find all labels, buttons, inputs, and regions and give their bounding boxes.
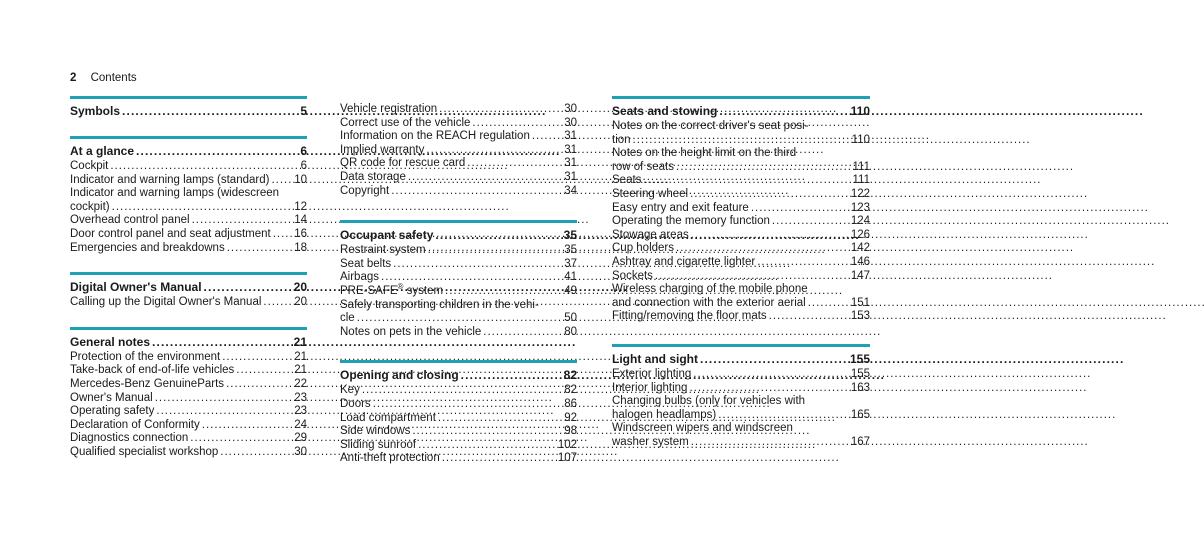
toc-entry[interactable]: Doors . . . 86: [340, 398, 577, 412]
toc-section-seats-stowing: [612, 96, 870, 324]
section-heading[interactable]: Opening and closing . . . 82: [340, 368, 577, 383]
toc-entry[interactable]: Exterior lighting . . . 155: [612, 368, 870, 382]
toc-entry[interactable]: Cockpit . . . 6: [70, 160, 307, 174]
toc-section-general-notes: [70, 327, 307, 460]
toc-column-2: [340, 103, 577, 483]
toc-entry[interactable]: Stowage areas . . . 126: [612, 229, 870, 243]
section-heading[interactable]: General notes . . . 21: [70, 335, 307, 350]
toc-entry[interactable]: Restraint system . . . 35: [340, 244, 577, 258]
page-title: Contents: [90, 72, 137, 84]
toc-entry[interactable]: Overhead control panel . . . 14: [70, 214, 307, 228]
toc-entry[interactable]: Data storage . . . 31: [340, 171, 577, 185]
toc-entry[interactable]: Seats . . . 111: [612, 174, 870, 188]
section-divider: [70, 327, 307, 330]
toc-entry[interactable]: Declaration of Conformity . . . 24: [70, 419, 307, 433]
toc-entry[interactable]: Steering wheel . . . 122: [612, 188, 870, 202]
section-divider: [340, 360, 577, 363]
toc-entry[interactable]: Airbags . . . 41: [340, 271, 577, 285]
toc-entry[interactable]: Load compartment . . . 92: [340, 412, 577, 426]
toc-entry[interactable]: Diagnostics connection . . . 29: [70, 432, 307, 446]
section-divider: [70, 272, 307, 275]
toc-entry[interactable]: Key . . . 82: [340, 384, 577, 398]
toc-column-3: [612, 96, 870, 466]
toc-entry[interactable]: Anti-theft protection . . . 107: [340, 452, 577, 466]
section-heading[interactable]: Symbols . . . 5: [70, 104, 307, 119]
page-header: [70, 72, 137, 84]
toc-entry[interactable]: Side windows . . . 98: [340, 425, 577, 439]
toc-entry[interactable]: Cup holders . . . 142: [612, 242, 870, 256]
toc-entry[interactable]: Sliding sunroof . . . 102: [340, 439, 577, 453]
section-heading[interactable]: Light and sight . . . 155: [612, 352, 870, 367]
section-divider: [612, 344, 870, 347]
page-number: 2: [70, 72, 77, 84]
toc-entry[interactable]: Changing bulbs (only for vehicles with halogen headlamps) . . . 165: [612, 395, 870, 422]
toc-entry[interactable]: Fitting/removing the floor mats . . . 153: [612, 310, 870, 324]
toc-section-general-notes-continued: [340, 103, 577, 198]
toc-entry[interactable]: Windscreen wipers and windscreen washer system . . . 167: [612, 422, 870, 449]
toc-entry[interactable]: Door control panel and seat adjustment . . . 16: [70, 228, 307, 242]
toc-entry[interactable]: Operating safety . . . 23: [70, 405, 307, 419]
toc-entry[interactable]: Easy entry and exit feature . . . 123: [612, 202, 870, 216]
toc-entry[interactable]: Take-back of end-of-life vehicles . . . 21: [70, 364, 307, 378]
toc-entry[interactable]: Calling up the Digital Owner's Manual . . . 20: [70, 296, 307, 310]
toc-entry[interactable]: Emergencies and breakdowns . . . 18: [70, 242, 307, 256]
toc-entry[interactable]: Notes on pets in the vehicle . . . 80: [340, 326, 577, 340]
section-divider: [70, 136, 307, 139]
toc-section-light-sight: [612, 344, 870, 450]
toc-entry[interactable]: Sockets . . . 147: [612, 270, 870, 284]
toc-entry[interactable]: Information on the REACH regulation . . . 31: [340, 130, 577, 144]
toc-entry[interactable]: Indicator and warning lamps (standard) . . . 10: [70, 174, 307, 188]
toc-entry[interactable]: Qualified specialist workshop . . . 30: [70, 446, 307, 460]
toc-entry[interactable]: Vehicle registration . . . 30: [340, 103, 577, 117]
toc-section-digital-manual: [70, 272, 307, 310]
toc-entry[interactable]: Interior lighting . . . 163: [612, 382, 870, 396]
toc-entry[interactable]: Wireless charging of the mobile phone and connection with the exterior aerial . . . 151: [612, 283, 870, 310]
section-divider: [340, 220, 577, 223]
toc-entry[interactable]: QR code for rescue card . . . 31: [340, 157, 577, 171]
toc-entry[interactable]: Safely transporting children in the vehi- cle . . . 50: [340, 299, 577, 326]
toc-entry[interactable]: Owner's Manual . . . 23: [70, 392, 307, 406]
toc-entry[interactable]: Mercedes-Benz GenuineParts . . . 22: [70, 378, 307, 392]
section-divider: [70, 96, 307, 99]
toc-entry[interactable]: Protection of the environment . . . 21: [70, 351, 307, 365]
registered-mark: ®: [397, 282, 404, 292]
toc-entry[interactable]: Operating the memory function . . . 124: [612, 215, 870, 229]
section-heading[interactable]: At a glance . . . 6: [70, 144, 307, 159]
toc-entry[interactable]: Ashtray and cigarette lighter . . . 146: [612, 256, 870, 270]
toc-entry[interactable]: Seat belts . . . 37: [340, 258, 577, 272]
toc-section-at-a-glance: [70, 136, 307, 255]
toc-entry[interactable]: Implied warranty . . . 31: [340, 144, 577, 158]
toc-entry[interactable]: PRE-SAFE® system . . . 49: [340, 285, 577, 299]
toc-entry[interactable]: Notes on the correct driver's seat posi- tion . . . 110: [612, 120, 870, 147]
toc-section-occupant-safety: [340, 220, 577, 339]
section-heading[interactable]: Seats and stowing . . . 110: [612, 104, 870, 119]
toc-section-symbols: [70, 96, 307, 119]
toc-entry[interactable]: Correct use of the vehicle . . . 30: [340, 117, 577, 131]
toc-entry[interactable]: Copyright . . . 34: [340, 185, 577, 199]
section-divider: [612, 96, 870, 99]
section-heading[interactable]: Occupant safety . . . 35: [340, 228, 577, 243]
toc-column-1: [70, 96, 307, 477]
toc-entry[interactable]: Notes on the height limit on the third row of seats . . . 111: [612, 147, 870, 174]
toc-entry[interactable]: Indicator and warning lamps (widescreen cockpit) . . . 12: [70, 187, 307, 214]
section-heading[interactable]: Digital Owner's Manual . . . 20: [70, 280, 307, 295]
toc-section-opening-closing: [340, 360, 577, 466]
